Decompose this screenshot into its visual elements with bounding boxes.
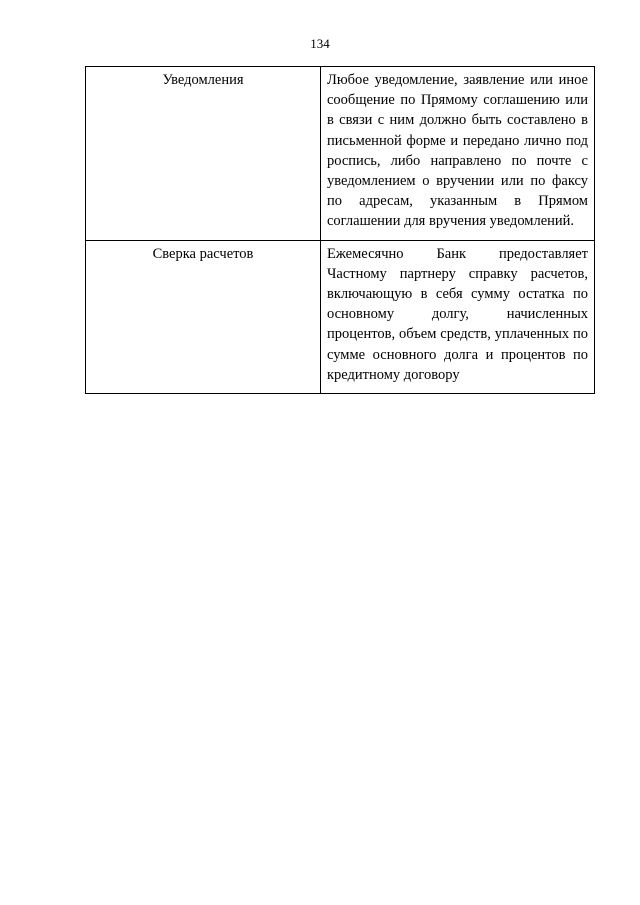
table-row: [86, 240, 595, 393]
definition-cell: Любое уведомление, заявление или иное сообщение по Прямому соглашению или в связи с ним должно быть составлено в письменной форме и передано лично под роспись, либо направлено по почте с уведомлением о вручении или по факсу по адресам, указанным в Прямом соглашении для вручения уведомлений.: [321, 67, 595, 241]
table-row: [86, 67, 595, 241]
term-cell: Сверка расчетов: [86, 240, 321, 393]
definition-cell: Ежемесячно Банк предоставляет Частному партнеру справку расчетов, включающую в себя сумму остатка по основному долгу, начисленных процентов, объем средств, уплаченных по сумме основного долга и процентов по кредитному договору: [321, 240, 595, 393]
terms-table: [85, 66, 595, 394]
term-cell: Уведомления: [86, 67, 321, 241]
page-number: 134: [310, 36, 330, 51]
